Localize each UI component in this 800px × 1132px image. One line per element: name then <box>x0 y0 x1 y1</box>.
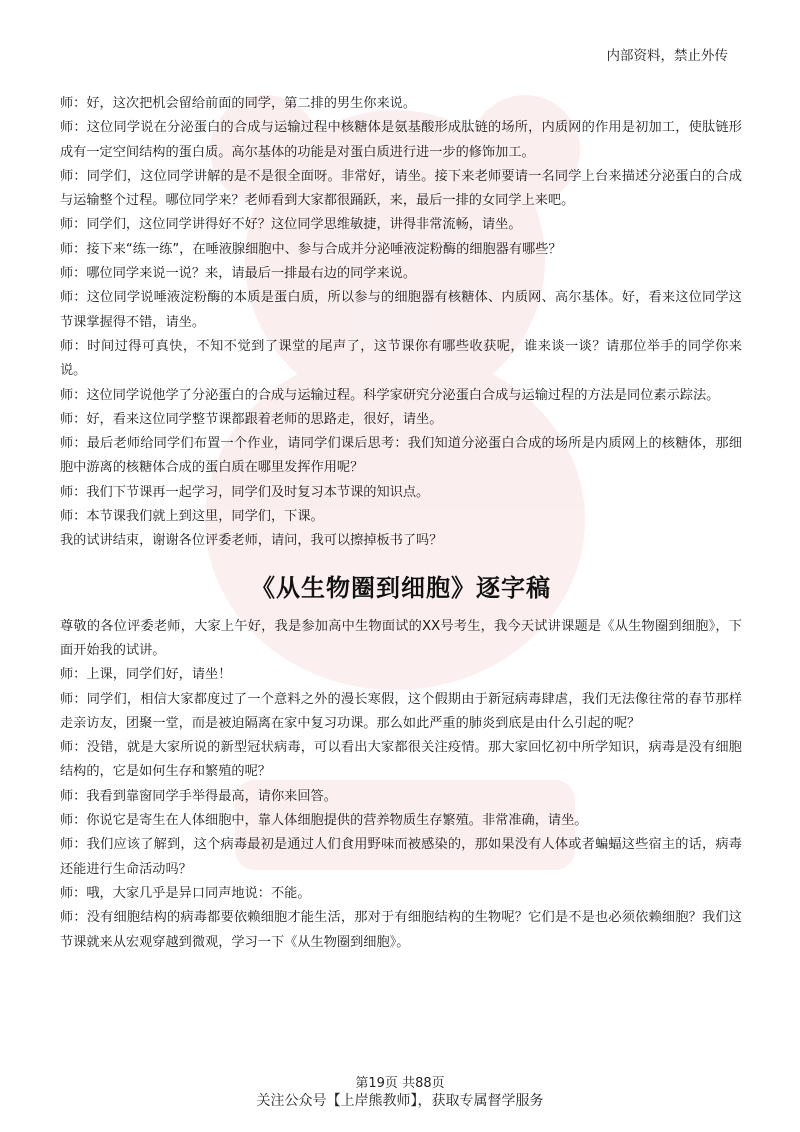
paragraph: 师：同学们，相信大家都度过了一个意料之外的漫长寒假，这个假期由于新冠病毒肆虐，我们无法像往常的春节那样走亲访友，团聚一堂，而是被迫隔离在家中复习功课。那么如此严重的肺炎到底是由什么引起的呢？ <box>60 691 742 731</box>
paragraph: 师：好，看来这位同学整节课都跟着老师的思路走，很好，请坐。 <box>60 411 443 427</box>
paragraph: 师：我们下节课再一起学习，同学们及时复习本节课的知识点。 <box>60 484 430 500</box>
paragraph: 师：哪位同学来说一说？来，请最后一排最右边的同学来说。 <box>60 266 417 282</box>
paragraph: 师：没错，就是大家所说的新型冠状病毒，可以看出大家都很关注疫情。那大家回忆初中所学知识，病毒是没有细胞结构的，它是如何生存和繁殖的呢？ <box>60 740 742 780</box>
paragraph: 我的试讲结束，谢谢各位评委老师，请问，我可以擦掉板书了吗？ <box>60 533 443 549</box>
paragraph: 师：上课，同学们好，请坐！ <box>60 667 232 683</box>
paragraph: 尊敬的各位评委老师，大家上午好，我是参加高中生物面试的XX号考生，我今天试讲课题是《从生物圈到细胞》，下面开始我的试讲。 <box>60 618 742 658</box>
footer-follow-notice: 关注公众号【上岸熊教师】，获取专属督学服务 <box>256 1093 544 1109</box>
paragraph: 师：同学们，这位同学讲解的是不是很全面呀。非常好，请坐。接下来老师要请一名同学上台来描述分泌蛋白的合成与运输整个过程。哪位同学来？老师看到大家都很踊跃，来，最后一排的女同学上来吧。 <box>60 168 742 209</box>
paragraph: 师：没有细胞结构的病毒都要依赖细胞才能生活，那对于有细胞结构的生物呢？它们是不是也必须依赖细胞？我们这节课就来从宏观穿越到微观，学习一下《从生物圈到细胞》。 <box>60 910 742 950</box>
paragraph: 师：好，这次把机会留给前面的同学，第二排的男生你来说。 <box>60 96 417 111</box>
paragraph: 师：这位同学说唾液淀粉酶的本质是蛋白质，所以参与的细胞器有核糖体、内质网、高尔基体。好，看来这位同学这节课掌握得不错，请坐。 <box>60 290 742 330</box>
header-confidential-note: 内部资料，禁止外传 <box>606 48 728 64</box>
paragraph: 师：接下来“练一练”，在唾液腺细胞中、参与合成并分泌唾液淀粉酶的细胞器有哪些？ <box>60 241 562 257</box>
paragraph: 师：你说它是寄生在人体细胞中，靠人体细胞提供的营养物质生存繁殖。非常准确，请坐。 <box>60 813 588 829</box>
page-number: 第19页 共88页 <box>355 1076 445 1091</box>
paragraph: 师：最后老师给同学们布置一个作业，请同学们课后思考：我们知道分泌蛋白合成的场所是内质网上的核糖体，那细胞中游离的核糖体合成的蛋白质在哪里发挥作用呢？ <box>60 436 742 476</box>
paragraph: 师：这位同学说他学了分泌蛋白的合成与运输过程。科学家研究分泌蛋白合成与运输过程的方法是同位素示踪法。 <box>60 387 720 403</box>
document-body <box>60 92 742 955</box>
paragraph: 师：我们应该了解到，这个病毒最初是通过人们食用野味而被感染的，那如果没有人体或者蝙蝠这些宿主的话，病毒还能进行生命活动吗？ <box>60 837 742 877</box>
section-title: 《从生物圈到细胞》逐字稿 <box>251 573 551 602</box>
paragraph: 师：我看到靠窗同学手举得最高，请你来回答。 <box>60 788 337 804</box>
paragraph: 师：时间过得可真快，不知不觉到了课堂的尾声了，这节课你有哪些收获呢，谁来谈一谈？请那位举手的同学你来说。 <box>60 338 742 379</box>
paragraph: 师：哦，大家几乎是异口同声地说：不能。 <box>60 885 311 901</box>
paragraph: 师：这位同学说在分泌蛋白的合成与运输过程中核糖体是氨基酸形成肽链的场所，内质网的作用是初加工，使肽链形成有一定空间结构的蛋白质。高尔基体的功能是对蛋白质进行进一步的修饰加工。 <box>60 120 742 160</box>
paragraph: 师：本节课我们就上到这里，同学们，下课。 <box>60 509 324 525</box>
paragraph: 师：同学们，这位同学讲得好不好？这位同学思维敏捷，讲得非常流畅，请坐。 <box>60 217 522 233</box>
